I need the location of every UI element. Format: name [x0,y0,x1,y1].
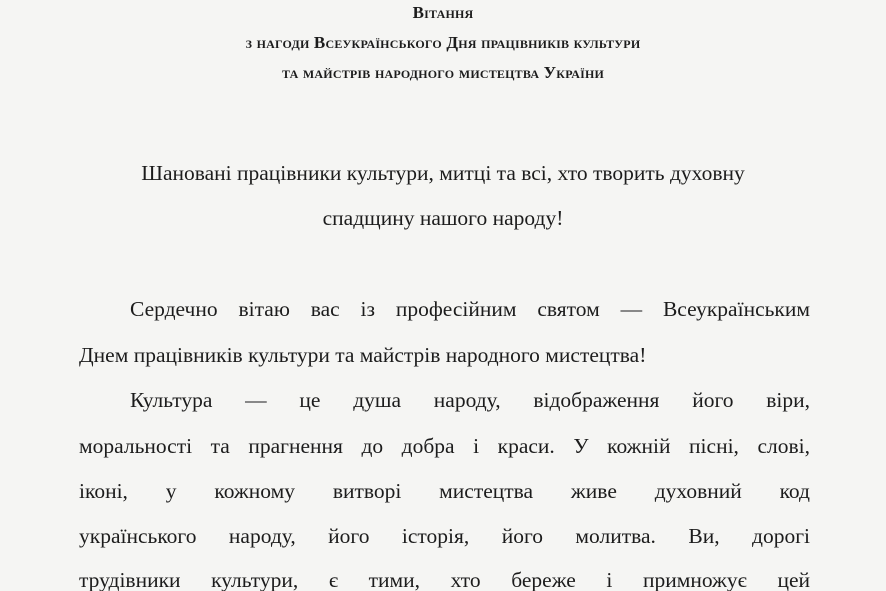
document-title: Вітання [412,3,474,22]
document-subtitle-line-1: з нагоди Всеукраїнського Дня працівників культури [245,33,641,52]
paragraph-2-line-3: іконі, у кожному витворі мистецтва живе духовний код [79,479,810,503]
paragraph-1-line-1: Сердечно вітаю вас із професійним святом — Всеукраїнським [130,297,810,321]
salutation-line-2: спадщину нашого народу! [322,206,564,230]
paragraph-1-line-2: Днем працівників культури та майстрів народного мистецтва! [79,343,647,367]
salutation-line-1: Шановані працівники культури, митці та всі, хто творить духовну [141,161,745,185]
document-subtitle-line-2: та майстрів народного мистецтва України [281,63,605,82]
paragraph-2-line-1: Культура — це душа народу, відображення його віри, [130,388,810,412]
paragraph-2-line-2: моральності та прагнення до добра і краси. У кожній пісні, слові, [79,434,810,458]
paragraph-2-line-5: трудівники культури, є тими, хто береже і примножує цей [79,568,810,591]
paragraph-2-line-4: українського народу, його історія, його молитва. Ви, дорогі [79,524,810,548]
